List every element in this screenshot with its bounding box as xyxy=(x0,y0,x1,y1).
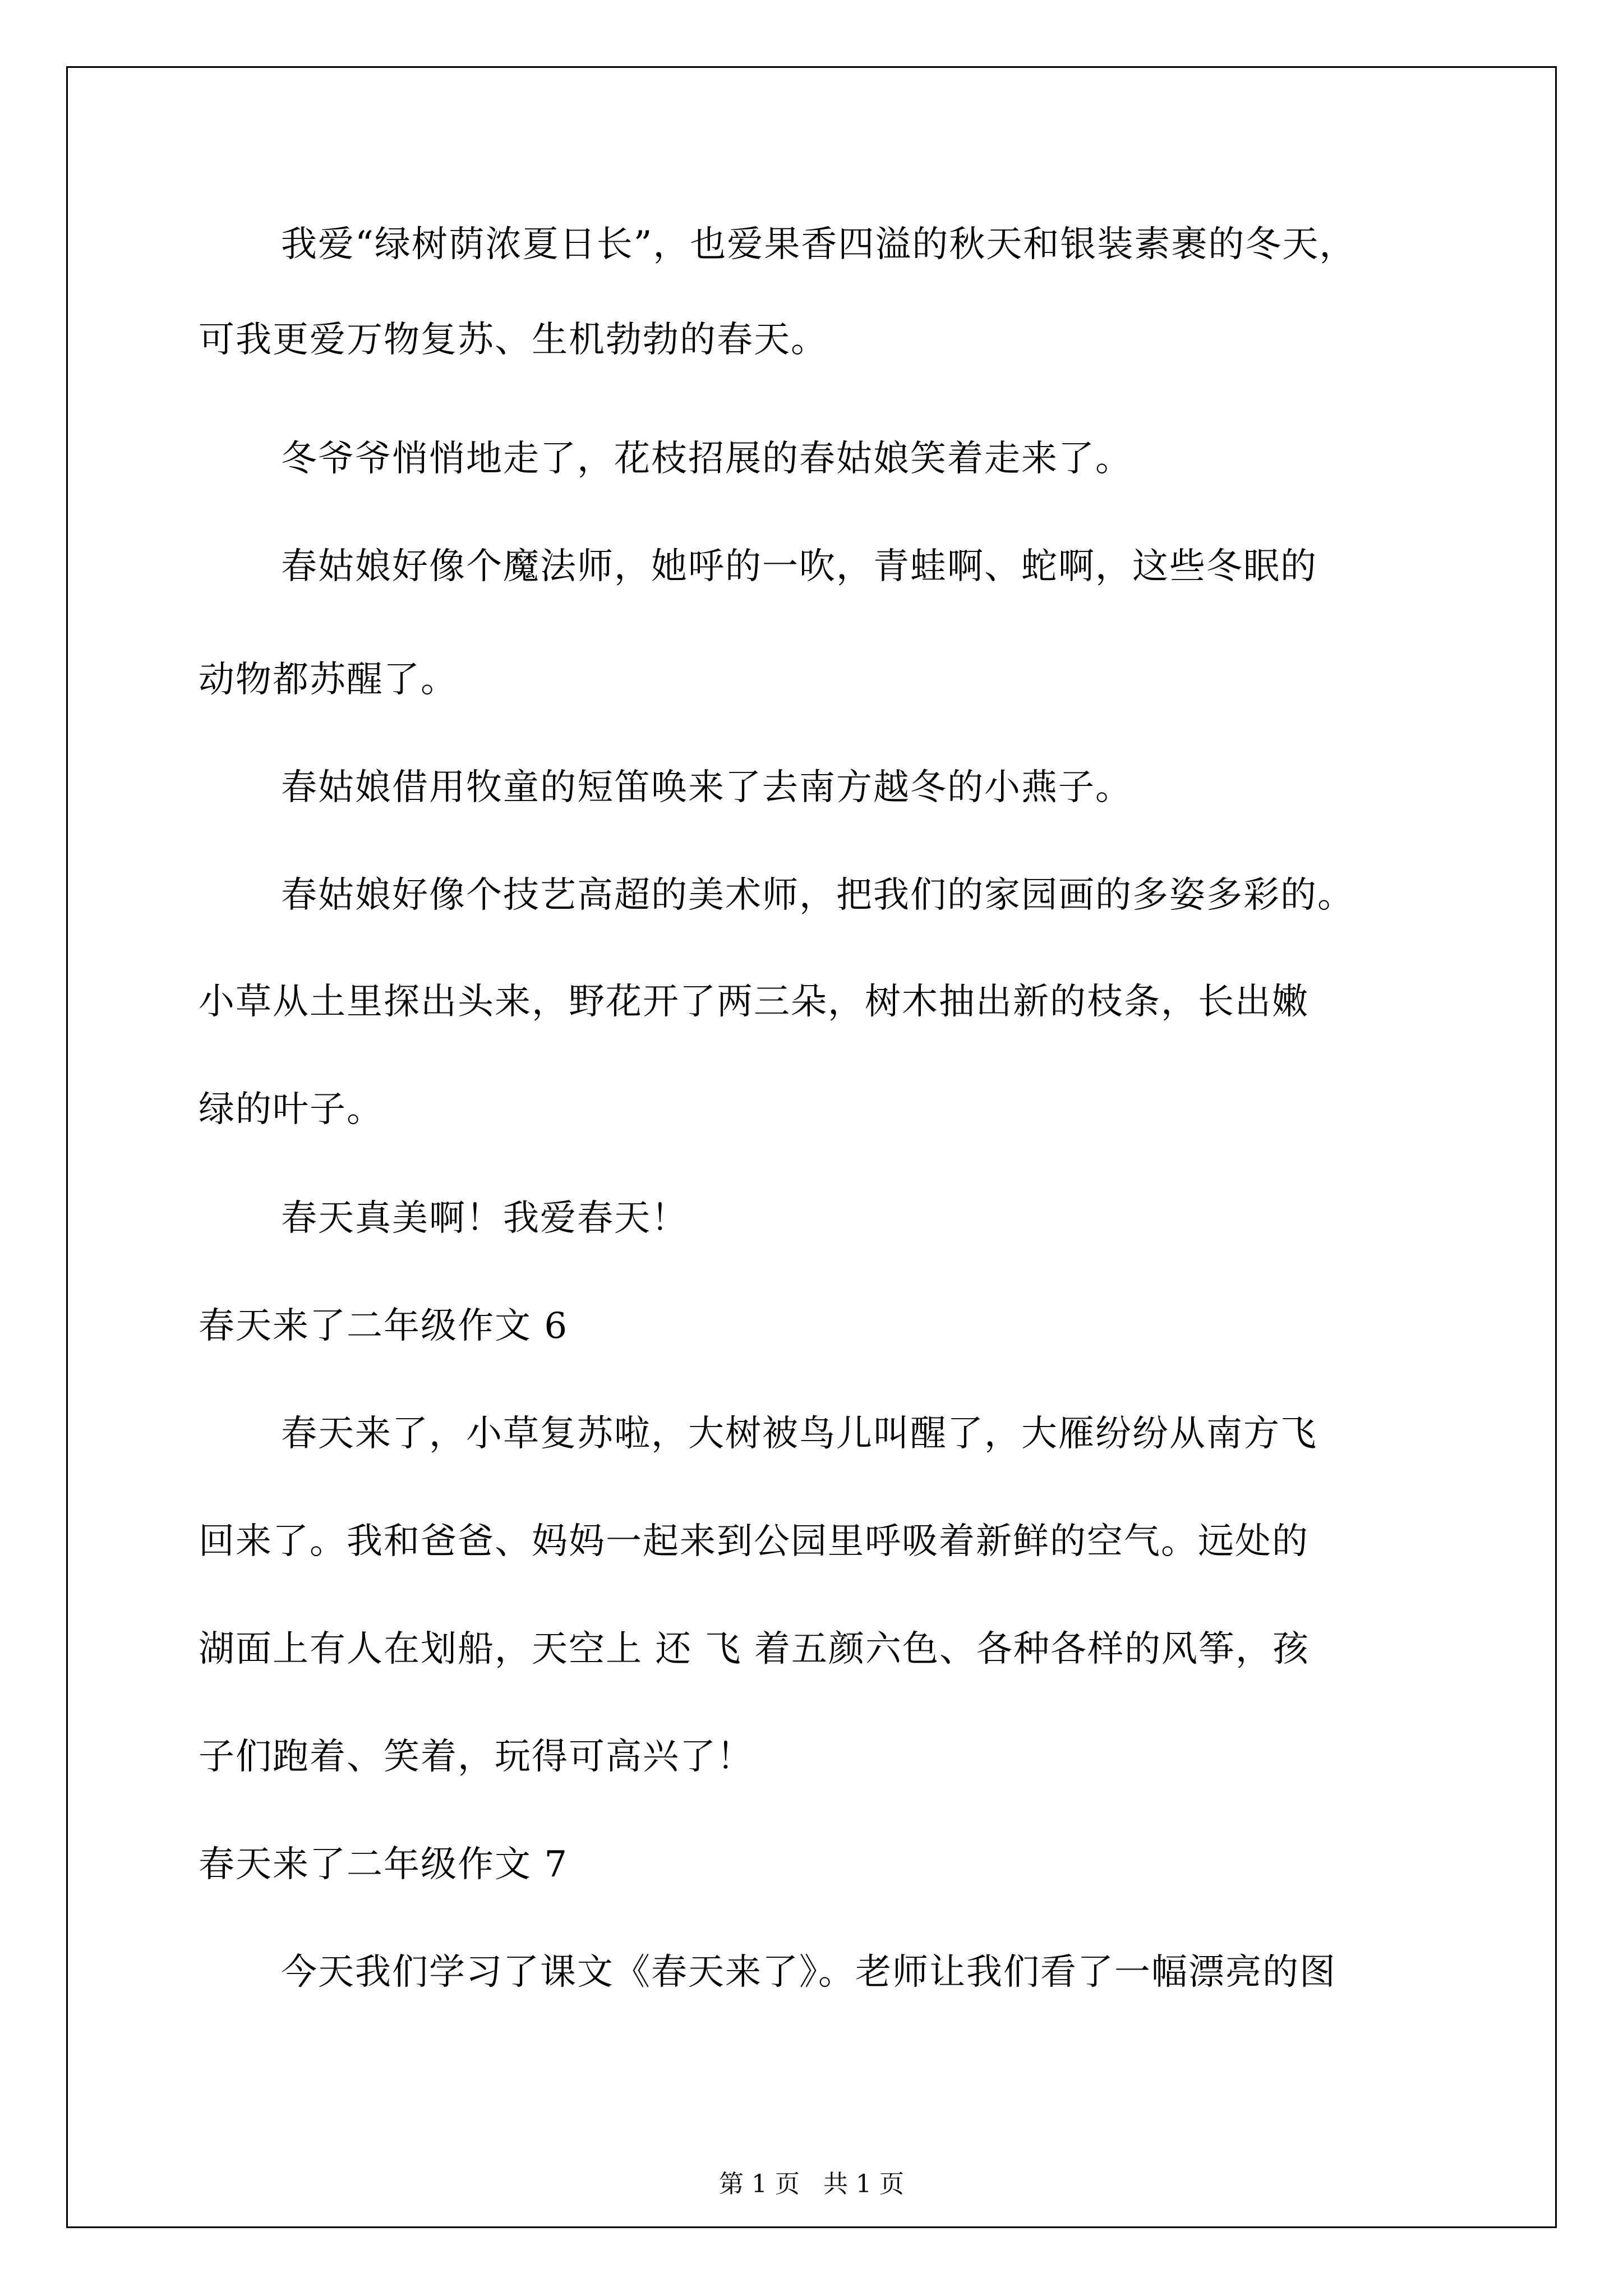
paragraph-line: 小草从土里探出头来，野花开了两三朵，树木抽出新的枝条，长出嫩 xyxy=(199,981,1309,1023)
paragraph-line: 绿的叶子。 xyxy=(199,1089,384,1130)
paragraph-line: 动物都苏醒了。 xyxy=(199,659,458,701)
paragraph-line: 可我更爱万物复苏、生机勃勃的春天。 xyxy=(199,319,828,361)
paragraph-line: 回来了。我和爸爸、妈妈一起来到公园里呼吸着新鲜的空气。远处的 xyxy=(199,1521,1309,1562)
paragraph-line: 湖面上有人在划船，天空上 还 飞 着五颜六色、各种各样的风筝，孩 xyxy=(199,1628,1310,1670)
page-border xyxy=(66,66,1557,2228)
paragraph-line: 我爱“绿树荫浓夏日长”，也爱果香四溢的秋天和银装素裹的冬天， xyxy=(281,224,1357,265)
section-heading: 春天来了二年级作文 6 xyxy=(199,1305,569,1347)
paragraph-line: 今天我们学习了课文《春天来了》。老师让我们看了一幅漂亮的图 xyxy=(281,1952,1336,1993)
paragraph-line: 春姑娘好像个技艺高超的美术师，把我们的家园画的多姿多彩的。 xyxy=(281,875,1354,916)
paragraph-line: 春姑娘好像个魔法师，她呼的一吹，青蛙啊、蛇啊，这些冬眠的 xyxy=(281,546,1317,587)
page-footer: 第 1 页 共 1 页 xyxy=(719,2170,904,2198)
paragraph-line: 春天真美啊！我爱春天！ xyxy=(281,1198,688,1239)
section-heading: 春天来了二年级作文 7 xyxy=(199,1844,569,1885)
paragraph-line: 冬爷爷悄悄地走了，花枝招展的春姑娘笑着走来了。 xyxy=(281,438,1132,480)
paragraph-line: 春姑娘借用牧童的短笛唤来了去南方越冬的小燕子。 xyxy=(281,767,1132,808)
paragraph-line: 春天来了，小草复苏啦，大树被鸟儿叫醒了，大雁纷纷从南方飞 xyxy=(281,1413,1317,1455)
paragraph-line: 子们跑着、笑着，玩得可高兴了！ xyxy=(199,1736,754,1778)
